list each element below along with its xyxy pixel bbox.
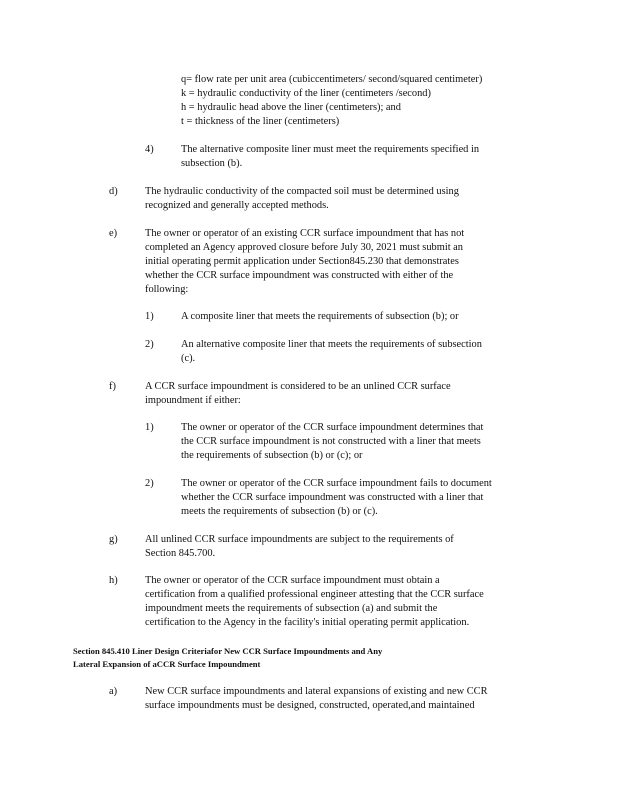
- item-marker: 2): [145, 478, 154, 489]
- item-marker: e): [109, 228, 118, 239]
- definition-h: h = hydraulic head above the liner (centimeters); and: [181, 102, 401, 113]
- item-line: initial operating permit application under Section845.230 that demonstrates: [145, 256, 459, 267]
- item-marker: a): [109, 686, 118, 697]
- item-line: surface impoundments must be designed, constructed, operated,and maintained: [145, 700, 475, 711]
- item-line: Section 845.700.: [145, 548, 216, 559]
- item-line: The owner or operator of an existing CCR surface impoundment that has not: [145, 228, 465, 239]
- item-marker: h): [109, 575, 118, 586]
- item-text: [181, 338, 531, 366]
- item-line: subsection (b).: [181, 158, 243, 169]
- item-line: The owner or operator of the CCR surface impoundment must obtain a: [145, 575, 440, 586]
- item-marker: 1): [145, 311, 154, 322]
- item-line: impoundment if either:: [145, 395, 241, 406]
- item-line: whether the CCR surface impoundment was constructed with either of the: [145, 270, 454, 281]
- item-line: The owner or operator of the CCR surface impoundment fails to document: [181, 478, 492, 489]
- item-line: All unlined CCR surface impoundments are subject to the requirements of: [145, 534, 454, 545]
- item-text: [181, 143, 531, 171]
- item-line: (c).: [181, 353, 196, 364]
- item-line: The hydraulic conductivity of the compacted soil must be determined using: [145, 186, 459, 197]
- definition-t: t = thickness of the liner (centimeters): [181, 116, 340, 127]
- section-heading-line1: Section 845.410 Liner Design Criteriafor New CCR Surface Impoundments and Any: [73, 646, 383, 656]
- item-line: the requirements of subsection (b) or (c); or: [181, 450, 363, 461]
- definitions-block: [181, 73, 536, 129]
- item-text: [145, 380, 525, 408]
- item-line: New CCR surface impoundments and lateral expansions of existing and new CCR: [145, 686, 488, 697]
- item-line: whether the CCR surface impoundment was constructed with a liner that: [181, 492, 484, 503]
- section-heading-line2: Lateral Expansion of aCCR Surface Impoundment: [73, 659, 261, 669]
- item-marker: 2): [145, 339, 154, 350]
- item-text: [145, 185, 525, 213]
- item-line: certification from a qualified professional engineer attesting that the CCR surface: [145, 589, 484, 600]
- item-text: [145, 685, 540, 713]
- item-marker: 1): [145, 422, 154, 433]
- item-marker: g): [109, 534, 118, 545]
- definition-q: q= flow rate per unit area (cubiccentimeters/ second/squared centimeter): [181, 74, 483, 85]
- item-line: The owner or operator of the CCR surface impoundment determines that: [181, 422, 484, 433]
- section-heading: [73, 645, 382, 671]
- item-line: completed an Agency approved closure before July 30, 2021 must submit an: [145, 242, 463, 253]
- item-line: The alternative composite liner must meet the requirements specified in: [181, 144, 480, 155]
- item-text: [181, 310, 531, 324]
- item-line: following:: [145, 284, 189, 295]
- item-text: [145, 533, 525, 561]
- item-line: A CCR surface impoundment is considered to be an unlined CCR surface: [145, 381, 451, 392]
- item-line: A composite liner that meets the requirements of subsection (b); or: [181, 311, 459, 322]
- item-line: recognized and generally accepted methods.: [145, 200, 329, 211]
- item-marker: 4): [145, 144, 154, 155]
- item-text: [181, 421, 536, 463]
- item-line: certification to the Agency in the facility's initial operating permit application.: [145, 617, 470, 628]
- item-line: the CCR surface impoundment is not constructed with a liner that meets: [181, 436, 481, 447]
- item-line: meets the requirements of subsection (b) or (c).: [181, 506, 378, 517]
- item-text: [181, 477, 536, 519]
- item-line: impoundment meets the requirements of subsection (a) and submit the: [145, 603, 438, 614]
- item-line: An alternative composite liner that meets the requirements of subsection: [181, 339, 482, 350]
- item-text: [145, 227, 525, 297]
- item-marker: d): [109, 186, 118, 197]
- item-marker: f): [109, 381, 116, 392]
- definition-k: k = hydraulic conductivity of the liner (centimeters /second): [181, 88, 431, 99]
- item-text: [145, 574, 540, 630]
